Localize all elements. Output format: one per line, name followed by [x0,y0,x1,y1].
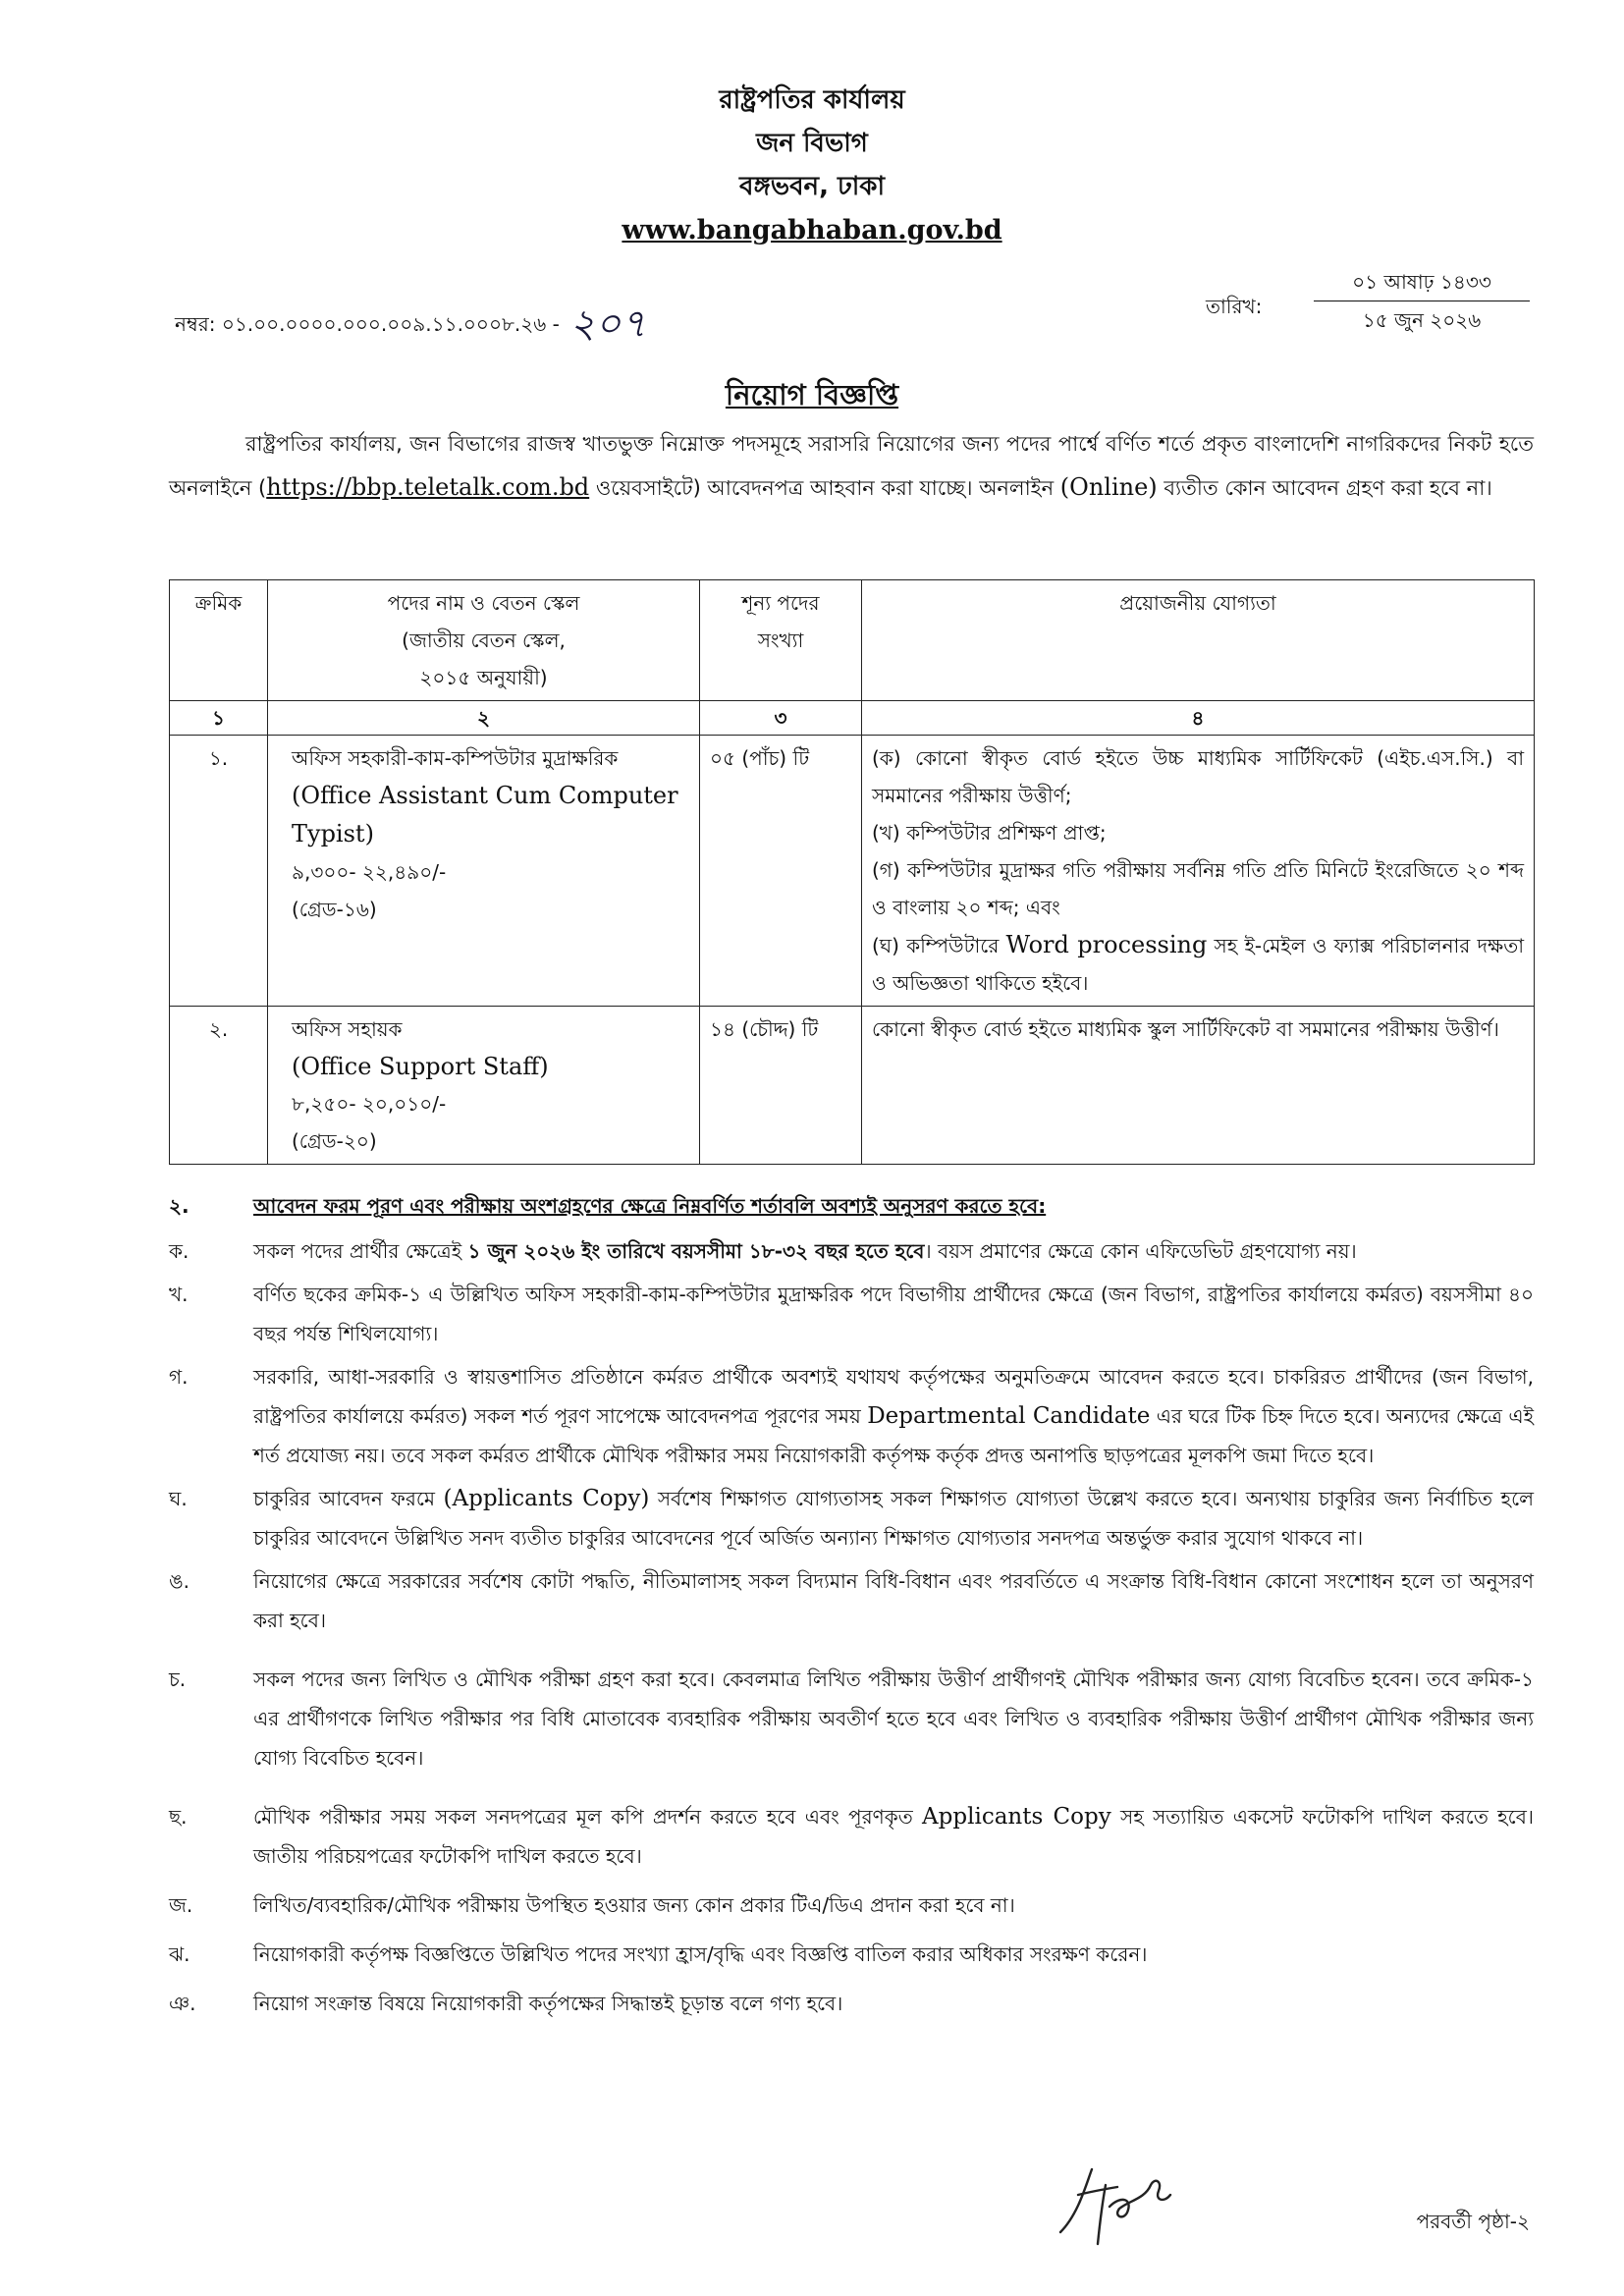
qualification-item: (ক) কোনো স্বীকৃত বোর্ড হইতে উচ্চ মাধ্যমিক সার্টিফিকেট (এইচ.এস.সি.) বা সমমানের পরীক্ষায় উত্তীর্ণ; [872,746,1524,807]
condition-ja: জ. লিখিত/ব্যবহারিক/মৌখিক পরীক্ষায় উপস্থিত হওয়ার জন্য কোন প্রকার টিএ/ডিএ প্রদান করা হবে না। [169,1886,1534,1925]
grade: (গ্রেড-১৬) [292,898,377,921]
website-link[interactable]: www.bangabhaban.gov.bd [622,215,1002,246]
letterhead [0,79,1624,253]
table-header-row [170,580,1535,701]
conditions-heading [169,1186,1534,1226]
date-block [1206,265,1530,354]
qualification-item: (ঘ) কম্পিউটারে Word processing সহ ই-মেইল ও ফ্যাক্স পরিচালনার দক্ষতা ও অভিজ্ঞতা থাকিতে হইবে। [872,931,1525,995]
condition-marker: ঞ. [169,1992,196,2015]
table-row [170,736,1535,1007]
condition-umo: ঙ. নিয়োগের ক্ষেত্রে সরকারের সর্বশেষ কোটা পদ্ধতি, নীতিমালাসহ সকল বিদ্যমান বিধি-বিধান এবং পরবর্তিতে এ সংক্রান্ত বিধি-বিধান কোনো সংশোধন হলে তা অনুসরণ করা হবে। [169,1561,1534,1640]
condition-marker: গ. [169,1365,189,1389]
pay-scale: ৯,৩০০- ২২,৪৯০/- [292,860,447,884]
post-cell [268,736,700,1007]
column-number: ৪ [862,701,1535,736]
condition-marker: ঝ. [169,1942,190,1966]
post-cell [268,1007,700,1165]
qualification-item: (গ) কম্পিউটার মুদ্রাক্ষর গতি পরীক্ষায় সর্বনিম্ন গতি প্রতি মিনিটে ইংরেজিতে ২০ শব্দ ও বাংলায় ২০ শব্দ; এবং [872,858,1524,919]
condition-marker: চ. [169,1667,187,1691]
qualification-cell [862,736,1535,1007]
qualification-cell: কোনো স্বীকৃত বোর্ড হইতে মাধ্যমিক স্কুল সার্টিফিকেট বা সমমানের পরীক্ষায় উত্তীর্ণ। [862,1007,1535,1165]
intro-online-term: (Online) [1059,473,1158,501]
memo-label: নম্বর: [175,312,216,336]
post-name-bn: অফিস সহকারী-কাম-কম্পিউটার মুদ্রাক্ষরিক [292,746,619,770]
date-bangla: ০১ আষাঢ় ১৪৩৩ [1352,270,1491,294]
column-number: ২ [268,701,700,736]
pay-scale: ৮,২৫০- ২০,০১০/- [292,1092,447,1116]
age-limit-emphasis: ১ জুন ২০২৬ ইং তারিখে বয়সসীমা ১৮-৩২ বছর হতে হবে [467,1239,925,1263]
column-number-row [170,701,1535,736]
intro-text-2: ওয়েবসাইটে) আবেদনপত্র আহবান করা যাচ্ছে। অনলাইন [589,476,1060,500]
condition-ca: চ. সকল পদের জন্য লিখিত ও মৌখিক পরীক্ষা গ্রহণ করা হবে। কেবলমাত্র লিখিত পরীক্ষায় উত্তীর্ণ প্রার্থীগণই মৌখিক পরীক্ষার জন্য যোগ্য বিবেচিত হবেন। তবে ক্রমিক-১ এর প্রার্থীগণকে লিখিত পরীক্ষার পর বিধি মোতাবেক ব্যবহারিক পরীক্ষায় অবতীর্ণ হতে হবে এবং লিখিত ও ব্যবহারিক পরীক্ষায় উত্তীর্ণ প্রার্থীগণ মৌখিক পরীক্ষার জন্য যোগ্য বিবেচিত হবেন। [169,1660,1534,1777]
condition-kha: খ. বর্ণিত ছকের ক্রমিক-১ এ উল্লিখিত অফিস সহকারী-কাম-কম্পিউটার মুদ্রাক্ষরিক পদে বিভাগীয় প্রার্থীদের ক্ষেত্রে (জন বিভাগ, রাষ্ট্রপতির কার্যালয়ে কর্মরত) বয়সসীমা ৪০ বছর পর্যন্ত শিথিলযোগ্য। [169,1275,1534,1353]
notice-title: নিয়োগ বিজ্ঞপ্তি [725,378,899,411]
post-name-en: (Office Support Staff) [292,1053,549,1080]
row-serial: ২. [170,1007,268,1165]
handwritten-signature-icon [1049,2156,1176,2250]
next-page-label: পরবর্তী পৃষ্ঠা-২ [1416,2210,1530,2233]
condition-ga: গ. সরকারি, আধা-সরকারি ও স্বায়ত্তশাসিত প্রতিষ্ঠানে কর্মরত প্রার্থীকে অবশ্যই যথাযথ কর্তৃপক্ষের অনুমতিক্রমে আবেদন করতে হবে। চাকরিরত প্রার্থীদের (জন বিভাগ, রাষ্ট্রপতির কার্যালয়ে কর্মরত) সকল শর্ত পূরণ সাপেক্ষে আবেদনপত্র পূরণের সময় Departmental Candidate এর ঘরে টিক চিহ্ন দিতে হবে। অন্যদের ক্ষেত্রে এই শর্ত প্রযোজ্য নয়। তবে সকল কর্মরত প্রার্থীকে মৌখিক পরীক্ষার সময় নিয়োগকারী কর্তৃপক্ষ কর্তৃক প্রদত্ত অনাপত্তি ছাড়পত্রের মূলকপি জমা দিতে হবে। [169,1357,1534,1475]
condition-marker: ছ. [169,1805,188,1829]
header-qualification: প্রয়োজনীয় যোগ্যতা [862,580,1535,701]
header-vacancy: শূন্য পদের সংখ্যা [700,580,862,701]
application-website-link[interactable]: https://bbp.teletalk.com.bd [266,473,590,501]
table-row [170,1007,1535,1165]
conditions-heading-text: আবেদন ফরম পূরণ এবং পরীক্ষায় অংশগ্রহণের ক্ষেত্রে নিম্নবর্ণিত শর্তাবলি অবশ্যই অনুসরণ করতে হবে: [253,1194,1047,1218]
header-post-and-scale: পদের নাম ও বেতন স্কেল (জাতীয় বেতন স্কেল, ২০১৫ অনুযায়ী) [268,580,700,701]
date-english: ১৫ জুন ২০২৬ [1362,308,1482,332]
conditions-section [169,1186,1534,2023]
conditions-heading-marker: ২. [169,1194,189,1218]
memo-number [175,293,646,358]
intro-text-3: ব্যতীত কোন আবেদন গ্রহণ করা হবে না। [1157,476,1492,500]
vacancy-count: ১৪ (চৌদ্দ) টি [700,1007,862,1165]
condition-marker: খ. [169,1283,189,1306]
vacancy-count: ০৫ (পাঁচ) টি [700,736,862,1007]
condition-marker: ক. [169,1239,189,1263]
condition-marker: ঘ. [169,1487,188,1510]
vacancy-table [169,579,1535,1165]
office-name: রাষ্ট্রপতির কার্যালয় [719,85,905,115]
date-label: তারিখ: [1206,295,1263,318]
condition-jha: ঝ. নিয়োগকারী কর্তৃপক্ষ বিজ্ঞপ্তিতে উল্লিখিত পদের সংখ্যা হ্রাস/বৃদ্ধি এবং বিজ্ঞপ্তি বাতিল করার অধিকার সংরক্ষণ করেন। [169,1935,1534,1974]
condition-cha: ছ. মৌখিক পরীক্ষার সময় সকল সনদপত্রের মূল কপি প্রদর্শন করতে হবে এবং পূরণকৃত Applicants Copy সহ সত্যায়িত একসেট ফটোকপি দাখিল করতে হবে। জাতীয় পরিচয়পত্রের ফটোকপি দাখিল করতে হবে। [169,1797,1534,1876]
condition-marker: জ. [169,1893,193,1917]
division-name: জন বিভাগ [756,129,868,158]
row-serial: ১. [170,736,268,1007]
column-number: ৩ [700,701,862,736]
memo-date-row [175,265,1530,354]
condition-nya: ঞ. নিয়োগ সংক্রান্ত বিষয়ে নিয়োগকারী কর্তৃপক্ষের সিদ্ধান্তই চূড়ান্ত বলে গণ্য হবে। [169,1984,1534,2023]
handwritten-memo-suffix: ২০৭ [569,301,647,347]
qualification-item: (খ) কম্পিউটার প্রশিক্ষণ প্রাপ্ত; [872,821,1107,845]
condition-marker: ঙ. [169,1569,190,1593]
header-serial: ক্রমিক [170,580,268,701]
date-values [1314,265,1530,337]
post-name-bn: অফিস সহায়ক [292,1017,403,1041]
condition-gha: ঘ. চাকুরির আবেদন ফরমে (Applicants Copy) সর্বশেষ শিক্ষাগত যোগ্যতাসহ সকল শিক্ষাগত যোগ্যতা উল্লেখ করতে হবে। অন্যথায় চাকুরির জন্য নির্বাচিত হলে চাকুরির আবেদনে উল্লিখিত সনদ ব্যতীত চাকুরির আবেদনের পূর্বে অর্জিত অন্যান্য শিক্ষাগত যোগ্যতার সনদপত্র অন্তর্ভুক্ত করার সুযোগ থাকবে না। [169,1479,1534,1558]
post-name-en: (Office Assistant Cum Computer Typist) [292,782,678,847]
condition-ka: ক. সকল পদের প্রার্থীর ক্ষেত্রেই ১ জুন ২০২৬ ইং তারিখে বয়সসীমা ১৮-৩২ বছর হতে হবে। বয়স প্রমাণের ক্ষেত্রে কোন এফিডেভিট গ্রহণযোগ্য নয়। [169,1231,1534,1271]
grade: (গ্রেড-২০) [292,1129,377,1153]
intro-text-1: রাষ্ট্রপতির কার্যালয়, জন বিভাগের রাজস্ব খাতভুক্ত নিম্নোক্ত পদসমূহে সরাসরি নিয়োগের জন্য পদের পার্শ্বে বর্ণিত শর্তে প্রকৃত বাংলাদেশি নাগরিকদের নিকট হতে অনলাইনে ( [169,432,1534,500]
intro-paragraph [169,422,1534,510]
office-location: বঙ্গভবন, ঢাকা [739,172,885,201]
column-number: ১ [170,701,268,736]
memo-number-value: ০১.০০.০০০০.০০০.০০৯.১১.০০০৮.২৬ - [221,312,560,336]
